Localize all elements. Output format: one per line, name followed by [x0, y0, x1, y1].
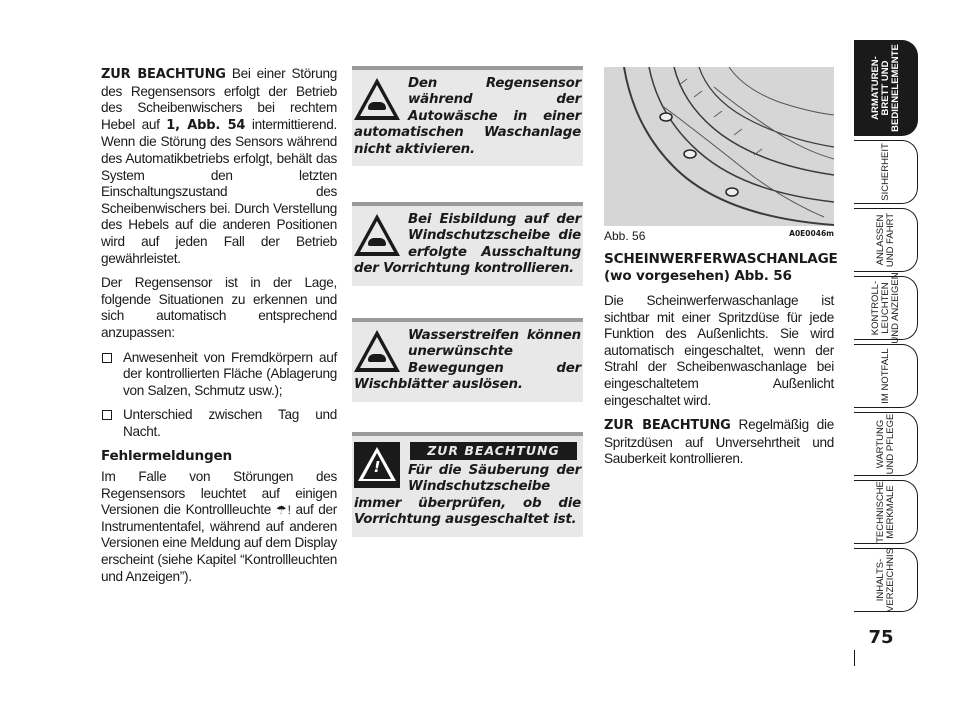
checkbox-bullet-icon — [102, 410, 112, 420]
paragraph-note-nozzles — [604, 417, 834, 468]
tab-inhaltsverzeichnis[interactable] — [854, 548, 918, 612]
figure-code: A0E0046m — [789, 229, 834, 238]
rain-sensor-warning-icon: ☂! — [275, 503, 291, 518]
tab-label: IM NOTFALL — [879, 348, 891, 404]
note-keyword: ZUR BEACHTUNG — [604, 418, 731, 434]
tab-label: SICHERHEIT — [879, 143, 891, 201]
tab-label: WARTUNG UND PFLEGE — [874, 413, 896, 475]
section-heading-headlamp-washer: SCHEINWERFERWASCHANLAGE (wo vorgesehen) Abb. 56 — [604, 251, 838, 284]
warning-text: Den Regensensor während der Autowäsche in einer automatischen Waschanlage nicht aktivieren. — [354, 76, 581, 157]
car-warning-icon — [354, 328, 400, 374]
paragraph-text: Bei einer Störung des Regensensors erfolgt der Betrieb des Scheibenwischers bei rechtem Hebel auf — [101, 66, 337, 132]
tab-wartung[interactable] — [854, 412, 918, 476]
warning-box-cleaning — [352, 432, 583, 537]
tab-label: ANLASSEN UND FAHRT — [874, 212, 896, 268]
car-warning-icon — [354, 76, 400, 122]
warning-box-car-wash — [352, 66, 583, 166]
chapter-sidebar — [854, 40, 918, 616]
figure-headlamp-washer — [604, 67, 834, 226]
right-column — [604, 251, 838, 476]
headlamp-washer-illustration — [604, 67, 834, 226]
bullet-list — [101, 350, 337, 441]
car-warning-icon — [354, 212, 400, 258]
page-number: 75 — [868, 627, 894, 648]
tab-label: ARMATUREN- BRETT UND BEDIENELEMENTE — [869, 44, 901, 132]
paragraph-headlamp-washer: Die Scheinwerferwaschanlage ist sichtbar mit einer Spritzdüse für jede Funktion des Außenlichts. Sie wird automatisch eingeschaltet, wenn der Strahl der Scheibenwaschanlage bei eingeschaltetem Außenlicht eingeschaltet wird. — [604, 293, 834, 408]
tab-label: KONTROLL- LEUCHTEN UND ANZEIGEN — [869, 272, 901, 344]
tab-technische-merkmale[interactable] — [854, 480, 918, 544]
figure-label: Abb. 56 — [604, 229, 646, 243]
tab-im-notfall[interactable] — [854, 344, 918, 408]
list-item — [101, 350, 337, 400]
checkbox-bullet-icon — [102, 353, 112, 363]
warning-icon: ! — [354, 442, 400, 488]
warning-text: Wasserstreifen können unerwünschte Bewegungen der Wischblätter auslösen. — [354, 328, 581, 393]
section-heading-error-messages: Fehlermeldungen — [101, 448, 232, 465]
tab-label: INHALTS- VERZEICHNIS — [874, 548, 896, 612]
warning-box-water-streaks — [352, 318, 583, 402]
paragraph-note-sensor-fault — [101, 66, 337, 267]
paragraph-text: auf der Instrumententafel, während auf anderen Versionen eine Meldung auf dem Display erscheint (siehe Kapitel “Kontrollleuchten und Anzeigen”). — [101, 502, 338, 584]
warning-banner: ZUR BEACHTUNG — [410, 442, 577, 460]
paragraph-text: Im Falle von Störungen des Regensensors leuchtet auf einigen Versionen die Kontrollleuchte — [101, 469, 337, 518]
paragraph-error-messages — [101, 469, 337, 585]
figure-reference: 1, Abb. 54 — [166, 117, 246, 133]
tab-label: TECHNISCHE MERKMALE — [874, 481, 896, 543]
warning-text: Für die Säuberung der Windschutzscheibe immer überprüfen, ob die Vorrichtung ausgeschaltet ist. — [354, 463, 581, 528]
list-item-text: Unterschied zwischen Tag und Nacht. — [123, 407, 337, 439]
tab-anlassen[interactable] — [854, 208, 918, 272]
tab-sicherheit[interactable] — [854, 140, 918, 204]
warning-box-ice — [352, 202, 583, 286]
list-item — [101, 407, 337, 440]
note-keyword: ZUR BEACHTUNG — [101, 67, 226, 82]
list-item-text: Anwesenheit von Fremdkörpern auf der kontrollierten Fläche (Ablagerung von Salzen, Schmutz usw.); — [123, 349, 337, 398]
paragraph-text: intermittierend. Wenn die Störung des Sensors während des Automatikbetriebs erfolgt, behält das System den letzten Einschaltungszustand des Scheibenwischers bei. Durch Verstellung des Hebels auf die anderen Positionen wird auf jeden Fall der Betrieb gewährleistet. — [101, 116, 337, 266]
warning-text: Bei Eisbildung auf der Windschutzscheibe die erfolgte Ausschaltung der Vorrichtung kontrollieren. — [354, 212, 581, 277]
paragraph-sensor-detection: Der Regensensor ist in der Lage, folgende Situationen zu erkennen und sich automatisch entsprechend anzupassen: — [101, 275, 337, 340]
left-column — [101, 66, 337, 593]
divider — [854, 650, 855, 666]
tab-armaturenbrett[interactable] — [854, 40, 918, 136]
paragraph-text: Regelmäßig die Spritzdüsen auf Unversehrtheit und Sauberkeit kontrollieren. — [604, 417, 835, 467]
tab-kontrollleuchten[interactable] — [854, 272, 918, 344]
